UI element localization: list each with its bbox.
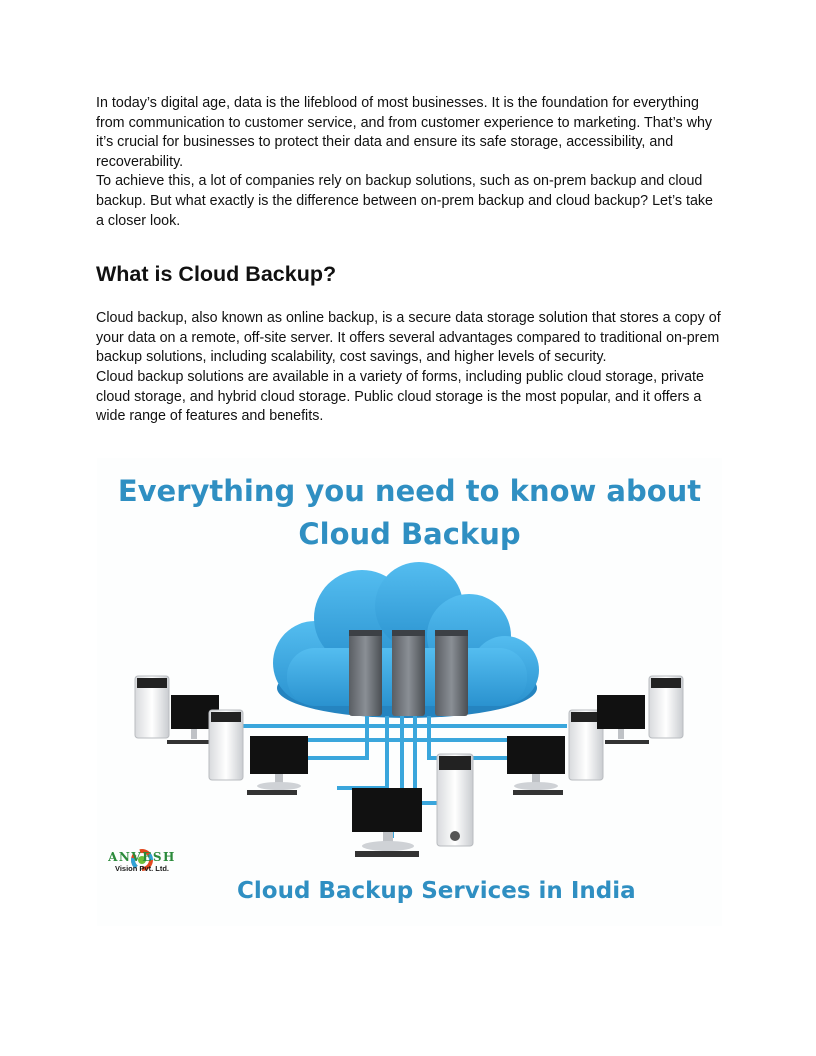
server-rack-icons	[349, 630, 468, 716]
banner-title	[97, 470, 722, 556]
logo-name: ANVESH	[108, 850, 176, 864]
intro-paragraph: To achieve this, a lot of companies rely on backup solutions, such as on-prem backup and cloud backup. But what exactly is the difference between on-prem backup and cloud backup? Let’s take a closer look.	[96, 173, 714, 229]
company-logo	[97, 850, 187, 873]
logo-subtitle: Vision Pvt. Ltd.	[114, 864, 170, 873]
section-paragraph: Cloud backup solutions are available in a variety of forms, including public cloud storage, private cloud storage, and hybrid cloud storage. Public cloud storage is the most popular, and it offers a wide range of features and benefits.	[96, 368, 704, 425]
section-heading: What is Cloud Backup?	[96, 262, 337, 287]
section-paragraph: Cloud backup, also known as online backup, is a secure data storage solution that stores a copy of your data on a remote, off-site server. It offers several advantages compared to traditional on-prem backup solutions, including scalability, cost savings, and higher levels of security.	[96, 310, 721, 366]
banner-title-line: Everything you need to know about	[117, 474, 702, 508]
document-body	[96, 94, 722, 427]
intro-paragraph: In today’s digital age, data is the lifeblood of most businesses. It is the foundation for everything from communication to customer service, and from customer experience to marketing. That’s why it’s crucial for businesses to protect their data and ensure its safe storage, accessibility, and recoverability.	[96, 95, 713, 170]
cloud-backup-banner-image	[97, 458, 722, 926]
banner-title-line: Cloud Backup	[298, 517, 521, 551]
banner-footer: Cloud Backup Services in India	[237, 878, 636, 904]
